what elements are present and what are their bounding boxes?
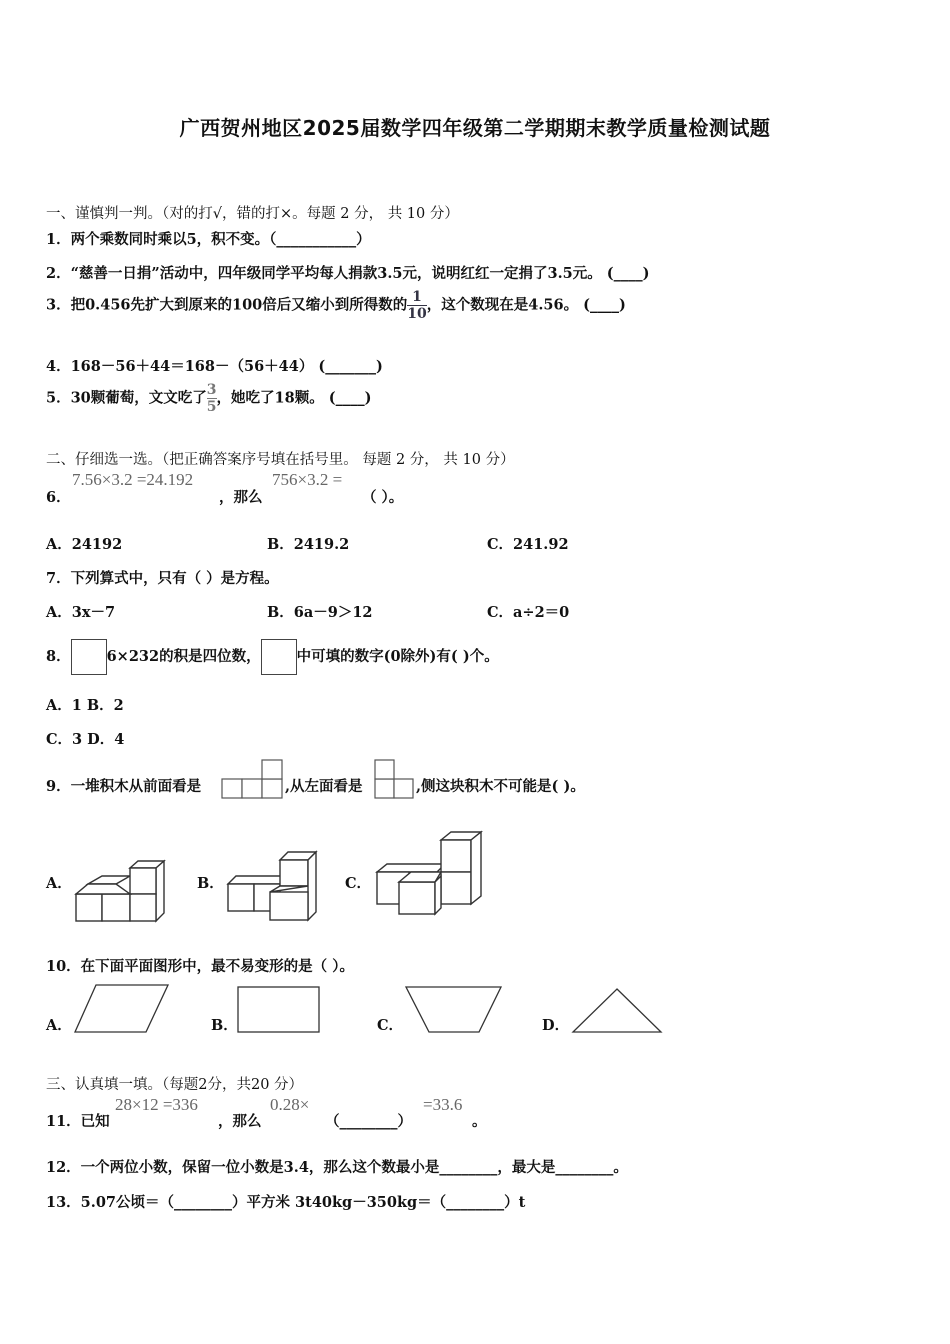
question-10-option-a: A． — [46, 1017, 72, 1034]
question-9-option-a: A． — [46, 875, 72, 892]
question-9-option-c: C． — [345, 875, 372, 892]
question-4: 4．168－56＋44＝168－（56＋44） (_______) — [46, 358, 383, 375]
question-8-options-cd: C．3 D．4 — [46, 731, 125, 748]
question-10-option-b: B． — [211, 1017, 238, 1034]
front-view-figure — [221, 759, 283, 799]
question-8-mid: 6×232的积是四位数， — [106, 648, 261, 665]
question-8-number: 8． — [46, 648, 71, 665]
parallelogram-shape — [74, 984, 170, 1034]
question-6-equation-1: 7.56×3.2 =24.192 — [72, 470, 194, 489]
rectangle-shape — [237, 986, 321, 1034]
question-1: 1．两个乘数同时乘以5，积不变。（___________） — [46, 231, 371, 248]
blank-box-2 — [261, 639, 297, 675]
question-7-option-b: B．6a－9＞12 — [267, 604, 373, 621]
question-9-end: ,侧这块积木不可能是( )。 — [416, 778, 585, 795]
question-10: 10．在下面平面图形中，最不易变形的是（ ）。 — [46, 958, 354, 975]
left-view-figure — [374, 759, 414, 799]
question-10-option-d: D． — [542, 1017, 570, 1034]
triangle-shape — [572, 988, 664, 1034]
question-6-mid: ，那么 — [219, 489, 263, 506]
question-5 — [46, 383, 371, 414]
cube-stack-a — [74, 858, 168, 924]
question-6-end: （ ）。 — [362, 489, 404, 506]
question-12: 12．一个两位小数，保留一位小数是3.4，那么这个数最小是________，最大是________。 — [46, 1159, 628, 1176]
question-11-end: 。 — [472, 1113, 487, 1130]
question-8-end: 中可填的数字(0除外)有( )个。 — [296, 648, 499, 665]
trapezoid-shape — [405, 986, 503, 1034]
question-13: 13．5.07公顷＝（________）平方米 3t40kg－350kg＝（________）t — [46, 1194, 526, 1211]
question-11-mid: ，那么 — [218, 1113, 262, 1130]
question-6-option-b: B．2419.2 — [267, 536, 350, 553]
fraction-three-fifths: $\frac{3}{5}$ — [206, 382, 217, 415]
section-1-heading: 一、谨慎判一判。（对的打√，错的打×。每题 2 分， 共 10 分） — [46, 206, 459, 222]
question-2: 2．“慈善一日捐”活动中，四年级同学平均每人捐款3.5元，说明红红一定捐了3.5元。 (____) — [46, 265, 650, 282]
question-7-option-a: A．3x－7 — [46, 604, 116, 621]
question-11-pre: 11．已知 — [46, 1113, 110, 1130]
blank-box-1 — [71, 639, 107, 675]
question-8 — [46, 639, 499, 675]
question-6-option-a: A．24192 — [46, 536, 123, 553]
question-3-post: ，这个数现在是4.56。 (____) — [426, 296, 626, 314]
question-8-options-ab: A．1 B．2 — [46, 697, 124, 714]
cube-stack-c — [375, 830, 485, 916]
question-10-option-c: C． — [377, 1017, 404, 1034]
question-11-blank: （________） — [325, 1113, 412, 1130]
question-3 — [46, 290, 626, 321]
question-11-equation-2: 0.28× — [270, 1095, 310, 1114]
question-5-post: ，她吃了18颗。 (____) — [216, 389, 372, 407]
question-7-option-c: C．a÷2＝0 — [487, 604, 570, 621]
question-9-mid: ,从左面看是 — [285, 778, 363, 795]
question-5-pre: 5．30颗葡萄，文文吃了 — [46, 389, 207, 407]
question-6-option-c: C．241.92 — [487, 536, 569, 553]
question-6-equation-2: 756×3.2 = — [272, 470, 343, 489]
question-3-pre: 3．把0.456先扩大到原来的100倍后又缩小到所得数的 — [46, 296, 408, 314]
question-7: 7．下列算式中，只有（ ）是方程。 — [46, 570, 279, 587]
question-6-number: 6． — [46, 489, 71, 506]
question-9-option-b: B． — [197, 875, 224, 892]
page-title: 广西贺州地区2025届数学四年级第二学期期末教学质量检测试题 — [179, 116, 771, 140]
question-11-equation-3: =33.6 — [423, 1095, 463, 1114]
cube-stack-b — [226, 850, 320, 924]
question-9-pre: 9．一堆积木从前面看是 — [46, 778, 202, 795]
fraction-one-tenth: $\frac{1}{10}$ — [407, 289, 427, 322]
question-11-equation-1: 28×12 =336 — [115, 1095, 198, 1114]
section-3-heading: 三、认真填一填。（每题2分，共20 分） — [46, 1077, 304, 1093]
section-2-heading: 二、仔细选一选。（把正确答案序号填在括号里。 每题 2 分， 共 10 分） — [46, 452, 515, 468]
